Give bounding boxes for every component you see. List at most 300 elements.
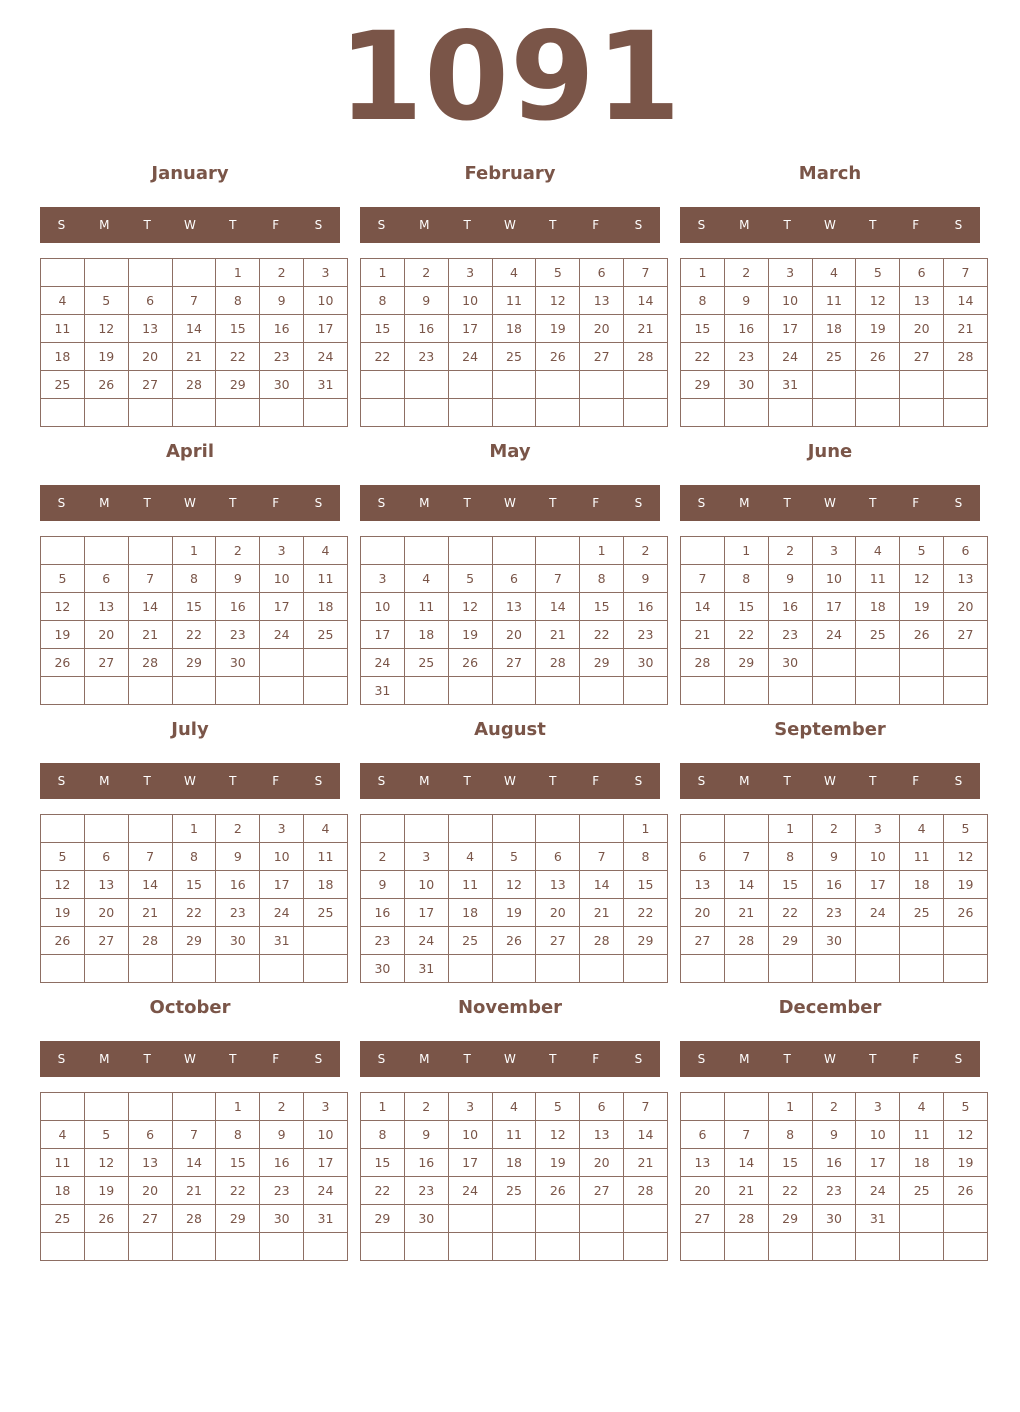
day-cell: 4	[404, 565, 448, 593]
day-cell: 22	[580, 621, 624, 649]
month-name: June	[807, 441, 853, 462]
month-name: March	[798, 163, 862, 184]
month-name: October	[149, 997, 231, 1018]
day-cell: 27	[900, 343, 944, 371]
day-cell: 16	[260, 315, 304, 343]
weekday-label: T	[869, 496, 877, 510]
week-row	[361, 593, 668, 621]
day-cell: 14	[128, 593, 172, 621]
day-cell: 15	[768, 1149, 812, 1177]
day-cell: 1	[361, 259, 405, 287]
day-cell: 30	[216, 927, 260, 955]
empty-cell	[724, 815, 768, 843]
weekday-label: S	[634, 496, 643, 510]
weekday-label: T	[463, 218, 471, 232]
day-cell: 7	[724, 843, 768, 871]
day-cell: 18	[812, 315, 856, 343]
day-cell: 2	[361, 843, 405, 871]
day-grid	[360, 1092, 668, 1261]
empty-cell	[361, 815, 405, 843]
week-row	[681, 927, 988, 955]
day-cell: 24	[304, 1177, 348, 1205]
empty-cell	[216, 399, 260, 427]
empty-cell	[900, 955, 944, 983]
day-cell: 8	[216, 287, 260, 315]
day-cell: 24	[448, 343, 492, 371]
day-cell: 13	[128, 1149, 172, 1177]
week-row	[361, 259, 668, 287]
day-cell: 19	[536, 1149, 580, 1177]
day-grid	[360, 258, 668, 427]
empty-cell	[404, 399, 448, 427]
day-cell: 10	[304, 1121, 348, 1149]
day-cell: 18	[41, 1177, 85, 1205]
weekday-label: T	[549, 1052, 557, 1066]
empty-cell	[856, 955, 900, 983]
empty-cell	[944, 399, 988, 427]
day-cell: 28	[624, 1177, 668, 1205]
day-cell: 11	[304, 565, 348, 593]
day-cell: 16	[812, 871, 856, 899]
empty-cell	[681, 955, 725, 983]
day-cell: 31	[260, 927, 304, 955]
day-cell: 1	[216, 259, 260, 287]
day-cell: 25	[812, 343, 856, 371]
day-cell: 4	[812, 259, 856, 287]
empty-cell	[448, 537, 492, 565]
weekday-label: T	[463, 1052, 471, 1066]
day-cell: 10	[260, 565, 304, 593]
day-cell: 18	[448, 899, 492, 927]
weekday-label: T	[549, 218, 557, 232]
day-cell: 27	[536, 927, 580, 955]
weekday-label: S	[57, 496, 66, 510]
empty-cell	[172, 259, 216, 287]
empty-cell	[84, 537, 128, 565]
day-cell: 8	[768, 843, 812, 871]
day-cell: 18	[492, 1149, 536, 1177]
day-cell: 12	[944, 1121, 988, 1149]
day-cell: 27	[681, 927, 725, 955]
day-cell: 1	[681, 259, 725, 287]
empty-cell	[580, 815, 624, 843]
week-row	[41, 537, 348, 565]
day-cell: 13	[128, 315, 172, 343]
week-row	[681, 899, 988, 927]
day-cell: 16	[812, 1149, 856, 1177]
day-cell: 26	[536, 343, 580, 371]
month-name: April	[165, 441, 215, 462]
day-cell: 29	[216, 371, 260, 399]
day-cell: 8	[724, 565, 768, 593]
weekday-label: M	[739, 218, 750, 232]
empty-cell	[304, 649, 348, 677]
day-cell: 20	[681, 899, 725, 927]
day-grid	[680, 814, 988, 983]
weekday-header	[360, 763, 660, 799]
day-cell: 16	[216, 593, 260, 621]
weekday-label: S	[634, 218, 643, 232]
empty-cell	[536, 537, 580, 565]
empty-cell	[681, 1233, 725, 1261]
day-cell: 9	[724, 287, 768, 315]
week-row	[41, 1149, 348, 1177]
day-cell: 11	[304, 843, 348, 871]
day-cell: 24	[404, 927, 448, 955]
weekday-label: T	[783, 496, 791, 510]
day-cell: 2	[260, 1093, 304, 1121]
weekday-header	[40, 763, 340, 799]
day-cell: 26	[84, 1205, 128, 1233]
week-row	[681, 399, 988, 427]
week-row	[41, 1121, 348, 1149]
day-cell: 21	[172, 343, 216, 371]
day-cell: 25	[304, 621, 348, 649]
weekday-label: S	[57, 218, 66, 232]
weekday-label: S	[377, 1052, 386, 1066]
empty-cell	[768, 955, 812, 983]
week-row	[681, 871, 988, 899]
day-cell: 13	[84, 871, 128, 899]
weekday-label: M	[739, 496, 750, 510]
weekday-label: M	[99, 496, 110, 510]
empty-cell	[172, 955, 216, 983]
day-grid	[40, 1092, 348, 1261]
day-cell: 11	[900, 1121, 944, 1149]
day-cell: 15	[724, 593, 768, 621]
day-cell: 2	[724, 259, 768, 287]
empty-cell	[404, 815, 448, 843]
day-cell: 16	[404, 1149, 448, 1177]
week-row	[681, 955, 988, 983]
empty-cell	[900, 1233, 944, 1261]
day-cell: 3	[304, 259, 348, 287]
day-cell: 22	[216, 343, 260, 371]
day-cell: 25	[41, 1205, 85, 1233]
weekday-header	[40, 1041, 340, 1077]
day-cell: 13	[536, 871, 580, 899]
day-cell: 4	[492, 259, 536, 287]
day-cell: 5	[84, 287, 128, 315]
week-row	[361, 371, 668, 399]
day-cell: 18	[304, 871, 348, 899]
day-cell: 18	[304, 593, 348, 621]
day-cell: 1	[216, 1093, 260, 1121]
day-cell: 3	[404, 843, 448, 871]
month-name: January	[151, 163, 229, 184]
empty-cell	[304, 955, 348, 983]
empty-cell	[856, 399, 900, 427]
day-cell: 23	[361, 927, 405, 955]
day-cell: 31	[361, 677, 405, 705]
week-row	[41, 593, 348, 621]
week-row	[681, 1121, 988, 1149]
day-cell: 16	[260, 1149, 304, 1177]
weekday-label: S	[314, 1052, 323, 1066]
day-cell: 31	[304, 371, 348, 399]
week-row	[41, 1233, 348, 1261]
empty-cell	[172, 1093, 216, 1121]
empty-cell	[84, 399, 128, 427]
week-row	[361, 287, 668, 315]
weekday-label: S	[377, 774, 386, 788]
weekday-label: F	[592, 496, 600, 510]
day-cell: 31	[404, 955, 448, 983]
day-cell: 29	[624, 927, 668, 955]
week-row	[41, 927, 348, 955]
day-cell: 29	[681, 371, 725, 399]
day-grid	[40, 258, 348, 427]
day-cell: 19	[492, 899, 536, 927]
weekday-label: T	[783, 774, 791, 788]
day-cell: 10	[448, 1121, 492, 1149]
week-row	[361, 343, 668, 371]
day-cell: 21	[624, 1149, 668, 1177]
day-cell: 15	[580, 593, 624, 621]
day-cell: 10	[260, 843, 304, 871]
day-cell: 14	[172, 1149, 216, 1177]
month-january	[40, 159, 340, 437]
week-row	[681, 1177, 988, 1205]
day-cell: 14	[944, 287, 988, 315]
day-cell: 27	[128, 1205, 172, 1233]
day-cell: 1	[580, 537, 624, 565]
empty-cell	[41, 399, 85, 427]
day-cell: 7	[724, 1121, 768, 1149]
day-cell: 13	[84, 593, 128, 621]
week-row	[361, 1093, 668, 1121]
month-name: July	[171, 719, 209, 740]
day-cell: 17	[768, 315, 812, 343]
day-cell: 22	[361, 343, 405, 371]
day-cell: 11	[41, 1149, 85, 1177]
week-row	[681, 1233, 988, 1261]
empty-cell	[812, 649, 856, 677]
week-row	[41, 677, 348, 705]
weekday-label: F	[912, 774, 920, 788]
day-cell: 4	[900, 1093, 944, 1121]
empty-cell	[304, 1233, 348, 1261]
weekday-header	[40, 207, 340, 243]
weekday-label: T	[869, 218, 877, 232]
day-cell: 25	[900, 1177, 944, 1205]
day-cell: 20	[492, 621, 536, 649]
month-may	[360, 437, 660, 715]
day-cell: 6	[900, 259, 944, 287]
day-cell: 25	[900, 899, 944, 927]
day-cell: 6	[536, 843, 580, 871]
empty-cell	[944, 649, 988, 677]
day-cell: 24	[260, 621, 304, 649]
empty-cell	[84, 1093, 128, 1121]
weekday-label: F	[272, 218, 280, 232]
day-cell: 12	[536, 287, 580, 315]
empty-cell	[856, 371, 900, 399]
weekday-label: W	[504, 218, 516, 232]
day-cell: 1	[768, 815, 812, 843]
week-row	[361, 1121, 668, 1149]
empty-cell	[128, 259, 172, 287]
day-cell: 8	[216, 1121, 260, 1149]
day-cell: 17	[304, 1149, 348, 1177]
day-cell: 19	[944, 871, 988, 899]
weekday-label: T	[143, 774, 151, 788]
week-row	[41, 955, 348, 983]
day-cell: 15	[768, 871, 812, 899]
week-row	[361, 899, 668, 927]
day-cell: 7	[624, 1093, 668, 1121]
empty-cell	[84, 677, 128, 705]
empty-cell	[580, 677, 624, 705]
empty-cell	[768, 399, 812, 427]
day-cell: 26	[944, 899, 988, 927]
day-cell: 27	[84, 927, 128, 955]
day-cell: 28	[172, 1205, 216, 1233]
weekday-label: W	[184, 774, 196, 788]
day-cell: 30	[361, 955, 405, 983]
month-march	[680, 159, 980, 437]
day-cell: 14	[536, 593, 580, 621]
day-cell: 23	[216, 899, 260, 927]
day-cell: 26	[492, 927, 536, 955]
weekday-label: S	[697, 218, 706, 232]
empty-cell	[492, 955, 536, 983]
day-cell: 23	[404, 343, 448, 371]
empty-cell	[681, 399, 725, 427]
week-row	[681, 565, 988, 593]
day-cell: 2	[624, 537, 668, 565]
day-cell: 12	[84, 315, 128, 343]
day-cell: 14	[624, 1121, 668, 1149]
day-cell: 8	[768, 1121, 812, 1149]
day-grid	[680, 536, 988, 705]
empty-cell	[580, 399, 624, 427]
empty-cell	[536, 371, 580, 399]
day-cell: 7	[944, 259, 988, 287]
day-cell: 25	[41, 371, 85, 399]
day-grid	[360, 536, 668, 705]
week-row	[41, 371, 348, 399]
day-cell: 21	[624, 315, 668, 343]
weekday-label: F	[592, 1052, 600, 1066]
empty-cell	[900, 1205, 944, 1233]
empty-cell	[624, 955, 668, 983]
month-june	[680, 437, 980, 715]
day-cell: 18	[856, 593, 900, 621]
empty-cell	[492, 371, 536, 399]
day-cell: 25	[492, 1177, 536, 1205]
day-cell: 10	[361, 593, 405, 621]
day-cell: 9	[260, 1121, 304, 1149]
weekday-label: T	[229, 218, 237, 232]
week-row	[361, 315, 668, 343]
day-cell: 8	[172, 843, 216, 871]
weekday-label: S	[57, 1052, 66, 1066]
weekday-label: F	[272, 1052, 280, 1066]
empty-cell	[216, 955, 260, 983]
day-cell: 5	[856, 259, 900, 287]
empty-cell	[681, 1093, 725, 1121]
weekday-label: S	[954, 1052, 963, 1066]
day-cell: 30	[724, 371, 768, 399]
day-cell: 2	[404, 259, 448, 287]
weekday-label: T	[143, 218, 151, 232]
day-cell: 1	[172, 815, 216, 843]
weekday-label: S	[954, 218, 963, 232]
day-cell: 3	[448, 1093, 492, 1121]
day-cell: 28	[724, 1205, 768, 1233]
day-cell: 16	[404, 315, 448, 343]
day-cell: 25	[304, 899, 348, 927]
day-cell: 19	[41, 621, 85, 649]
day-cell: 2	[404, 1093, 448, 1121]
day-cell: 14	[580, 871, 624, 899]
day-cell: 21	[580, 899, 624, 927]
week-row	[681, 315, 988, 343]
day-cell: 30	[404, 1205, 448, 1233]
empty-cell	[84, 259, 128, 287]
weekday-label: T	[229, 1052, 237, 1066]
empty-cell	[624, 399, 668, 427]
empty-cell	[944, 1233, 988, 1261]
week-row	[41, 315, 348, 343]
day-cell: 9	[216, 565, 260, 593]
day-cell: 10	[404, 871, 448, 899]
week-row	[41, 843, 348, 871]
week-row	[681, 815, 988, 843]
week-row	[361, 1149, 668, 1177]
day-cell: 6	[944, 537, 988, 565]
day-cell: 15	[172, 593, 216, 621]
month-april	[40, 437, 340, 715]
weekday-label: W	[184, 1052, 196, 1066]
weekday-label: T	[143, 1052, 151, 1066]
empty-cell	[536, 1233, 580, 1261]
day-cell: 9	[404, 287, 448, 315]
day-cell: 4	[304, 815, 348, 843]
empty-cell	[304, 677, 348, 705]
day-cell: 4	[41, 1121, 85, 1149]
day-cell: 5	[536, 1093, 580, 1121]
weekday-label: F	[912, 1052, 920, 1066]
day-cell: 14	[681, 593, 725, 621]
day-cell: 1	[768, 1093, 812, 1121]
day-cell: 30	[260, 371, 304, 399]
day-cell: 2	[812, 815, 856, 843]
empty-cell	[260, 649, 304, 677]
day-cell: 3	[304, 1093, 348, 1121]
day-cell: 31	[304, 1205, 348, 1233]
day-cell: 15	[361, 315, 405, 343]
week-row	[41, 649, 348, 677]
day-cell: 7	[681, 565, 725, 593]
day-cell: 11	[856, 565, 900, 593]
empty-cell	[128, 815, 172, 843]
day-cell: 21	[724, 899, 768, 927]
weekday-label: S	[314, 496, 323, 510]
empty-cell	[580, 1233, 624, 1261]
weekday-header	[360, 1041, 660, 1077]
day-cell: 6	[84, 565, 128, 593]
day-cell: 21	[128, 899, 172, 927]
weekday-label: T	[549, 496, 557, 510]
day-cell: 19	[536, 315, 580, 343]
empty-cell	[41, 955, 85, 983]
day-cell: 13	[944, 565, 988, 593]
day-cell: 11	[492, 1121, 536, 1149]
day-cell: 22	[361, 1177, 405, 1205]
day-cell: 2	[260, 259, 304, 287]
